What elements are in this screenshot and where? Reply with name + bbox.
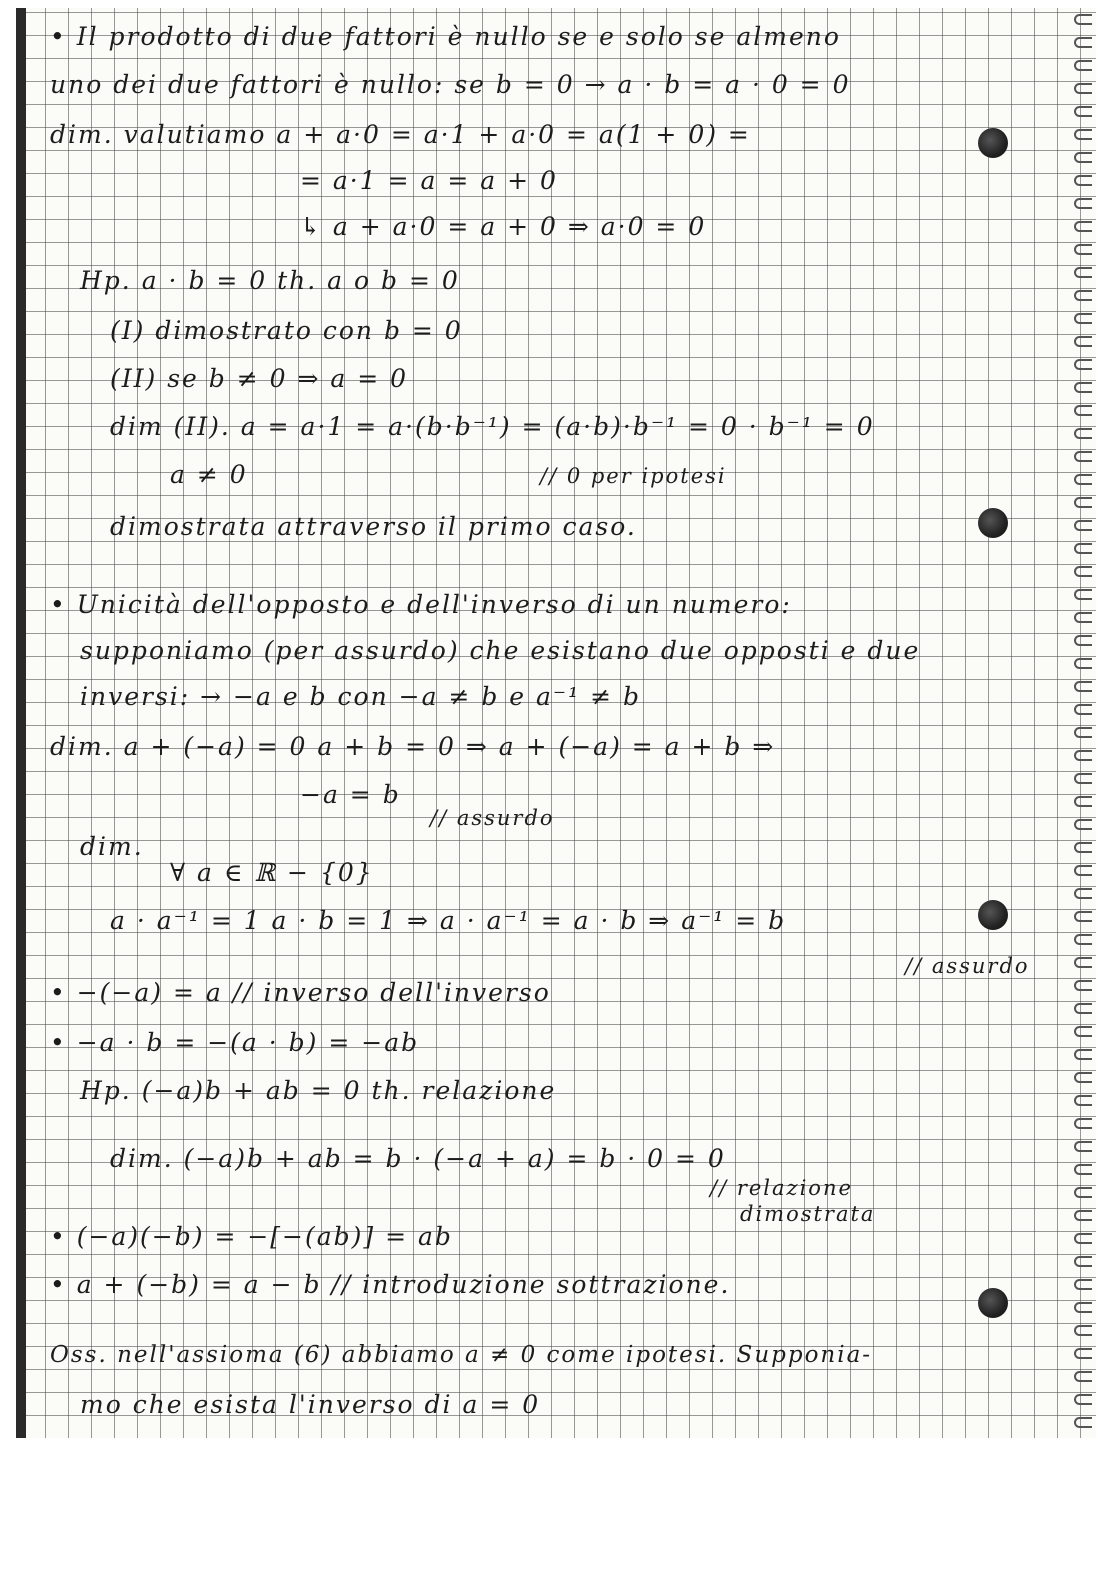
spiral-ring: [1074, 152, 1092, 163]
spiral-ring: [1074, 474, 1092, 485]
spiral-ring: [1074, 865, 1092, 876]
page-left-edge: [16, 8, 26, 1438]
spiral-ring: [1074, 359, 1092, 370]
spiral-ring: [1074, 1026, 1092, 1037]
spiral-ring: [1074, 382, 1092, 393]
spiral-ring: [1074, 888, 1092, 899]
spiral-ring: [1074, 428, 1092, 439]
text-line: • Il prodotto di due fattori è nullo se e solo se almeno: [50, 22, 841, 51]
spiral-ring: [1074, 336, 1092, 347]
text-line: dim. (−a)b + ab = b · (−a + a) = b · 0 = 0: [110, 1144, 726, 1173]
spiral-ring: [1074, 750, 1092, 761]
spiral-ring: [1074, 221, 1092, 232]
text-line: uno dei due fattori è nullo: se b = 0 → a · b = a · 0 = 0: [50, 70, 851, 99]
text-line: dim. a + (−a) = 0 a + b = 0 ⇒ a + (−a) = a + b ⇒: [50, 732, 776, 761]
text-line: • Unicità dell'opposto e dell'inverso di un numero:: [50, 590, 792, 619]
spiral-binding: [1068, 8, 1096, 1438]
text-line: supponiamo (per assurdo) che esistano due opposti e due: [80, 636, 921, 665]
text-line: = a·1 = a = a + 0: [300, 166, 558, 195]
spiral-ring: [1074, 1279, 1092, 1290]
punch-hole-icon: [978, 900, 1008, 930]
spiral-ring: [1074, 543, 1092, 554]
spiral-ring: [1074, 819, 1092, 830]
spiral-ring: [1074, 727, 1092, 738]
spiral-ring: [1074, 1049, 1092, 1060]
spiral-ring: [1074, 589, 1092, 600]
spiral-ring: [1074, 497, 1092, 508]
spiral-ring: [1074, 566, 1092, 577]
text-line: (I) dimostrato con b = 0: [110, 316, 463, 345]
text-line: Hp. (−a)b + ab = 0 th. relazione: [80, 1076, 557, 1105]
text-line: dim (II). a = a·1 = a·(b·b⁻¹) = (a·b)·b⁻¹ = 0 · b⁻¹ = 0: [110, 412, 875, 441]
spiral-ring: [1074, 1187, 1092, 1198]
spiral-ring: [1074, 658, 1092, 669]
text-line: • (−a)(−b) = −[−(ab)] = ab: [50, 1222, 453, 1251]
spiral-ring: [1074, 957, 1092, 968]
spiral-ring: [1074, 129, 1092, 140]
spiral-ring: [1074, 704, 1092, 715]
text-line: • −a · b = −(a · b) = −ab: [50, 1028, 420, 1057]
spiral-ring: [1074, 267, 1092, 278]
text-line: dimostrata: [740, 1202, 876, 1226]
spiral-ring: [1074, 1003, 1092, 1014]
spiral-ring: [1074, 405, 1092, 416]
punch-hole-icon: [978, 128, 1008, 158]
spiral-ring: [1074, 175, 1092, 186]
text-line: inversi: → −a e b con −a ≠ b e a⁻¹ ≠ b: [80, 682, 641, 711]
text-line: • −(−a) = a // inverso dell'inverso: [50, 978, 551, 1007]
spiral-ring: [1074, 313, 1092, 324]
punch-hole-icon: [978, 1288, 1008, 1318]
spiral-ring: [1074, 842, 1092, 853]
spiral-ring: [1074, 980, 1092, 991]
spiral-ring: [1074, 1233, 1092, 1244]
text-line: −a = b: [300, 780, 401, 809]
spiral-ring: [1074, 451, 1092, 462]
spiral-ring: [1074, 1141, 1092, 1152]
spiral-ring: [1074, 1072, 1092, 1083]
spiral-ring: [1074, 1118, 1092, 1129]
spiral-ring: [1074, 1210, 1092, 1221]
spiral-ring: [1074, 1371, 1092, 1382]
spiral-ring: [1074, 60, 1092, 71]
spiral-ring: [1074, 635, 1092, 646]
text-line: // relazione: [710, 1176, 853, 1200]
spiral-ring: [1074, 1164, 1092, 1175]
spiral-ring: [1074, 520, 1092, 531]
text-line: • a + (−b) = a − b // introduzione sottrazione.: [50, 1270, 731, 1299]
spiral-ring: [1074, 1302, 1092, 1313]
spiral-ring: [1074, 1095, 1092, 1106]
spiral-ring: [1074, 796, 1092, 807]
text-line: ↳ a + a·0 = a + 0 ⇒ a·0 = 0: [300, 212, 707, 241]
spiral-ring: [1074, 14, 1092, 25]
text-line: dimostrata attraverso il primo caso.: [110, 512, 637, 541]
text-line: ∀ a ∈ ℝ − {0}: [170, 858, 374, 887]
punch-hole-icon: [978, 508, 1008, 538]
spiral-ring: [1074, 106, 1092, 117]
spiral-ring: [1074, 198, 1092, 209]
scan-margin: [0, 1440, 1116, 1577]
text-line: dim. valutiamo a + a·0 = a·1 + a·0 = a(1 + 0) =: [50, 120, 751, 149]
spiral-ring: [1074, 244, 1092, 255]
text-line: Oss. nell'assioma (6) abbiamo a ≠ 0 come ipotesi. Supponia-: [50, 1342, 873, 1368]
spiral-ring: [1074, 1325, 1092, 1336]
text-line: // assurdo: [430, 806, 555, 830]
spiral-ring: [1074, 37, 1092, 48]
spiral-ring: [1074, 681, 1092, 692]
text-line: dim.: [80, 832, 144, 861]
spiral-ring: [1074, 1348, 1092, 1359]
text-line: Hp. a · b = 0 th. a o b = 0: [80, 266, 460, 295]
text-line: (II) se b ≠ 0 ⇒ a = 0: [110, 364, 409, 393]
spiral-ring: [1074, 83, 1092, 94]
spiral-ring: [1074, 290, 1092, 301]
spiral-ring: [1074, 1394, 1092, 1405]
text-line: // assurdo: [905, 954, 1030, 978]
text-line: mo che esista l'inverso di a = 0: [80, 1390, 541, 1419]
spiral-ring: [1074, 612, 1092, 623]
spiral-ring: [1074, 1256, 1092, 1267]
text-line: // 0 per ipotesi: [540, 464, 727, 488]
text-line: a · a⁻¹ = 1 a · b = 1 ⇒ a · a⁻¹ = a · b ⇒ a⁻¹ = b: [110, 906, 787, 935]
spiral-ring: [1074, 773, 1092, 784]
spiral-ring: [1074, 934, 1092, 945]
spiral-ring: [1074, 1417, 1092, 1428]
text-line: a ≠ 0: [170, 460, 248, 489]
spiral-ring: [1074, 911, 1092, 922]
